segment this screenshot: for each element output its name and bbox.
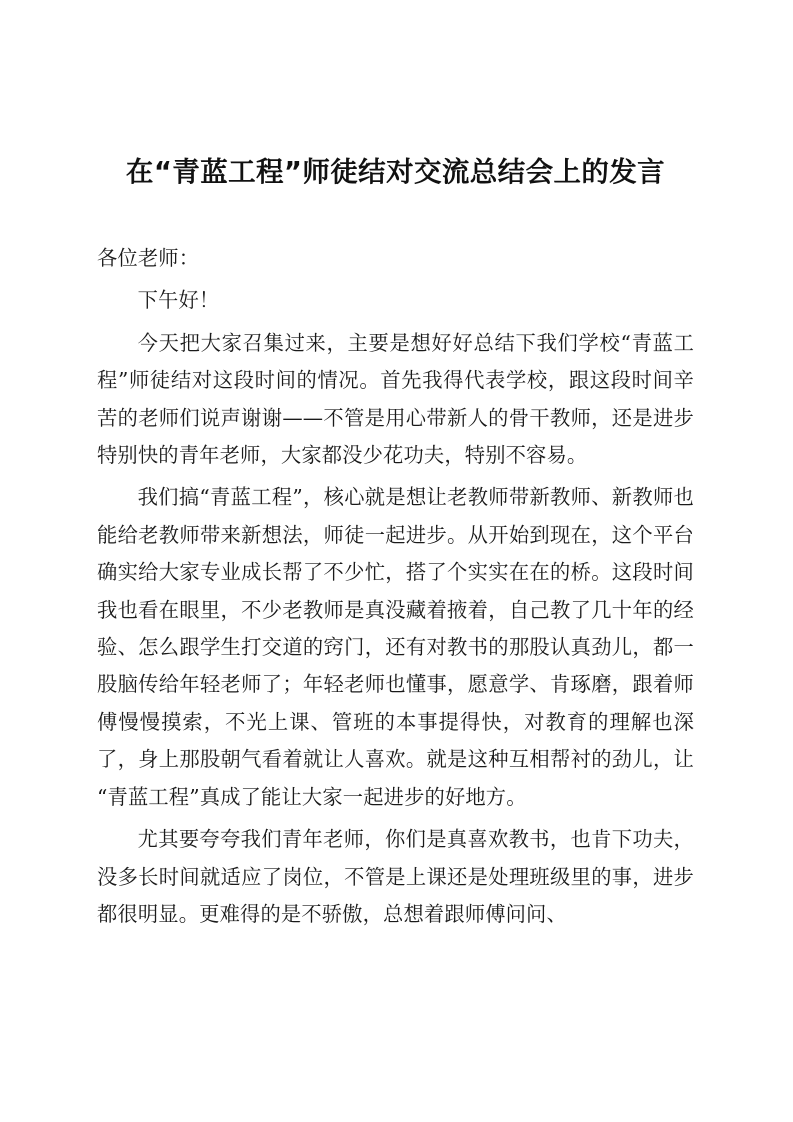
paragraph-body-1: 今天把大家召集过来，主要是想好好总结下我们学校“青蓝工程”师徒结对这段时间的情况。首先我得代表学校，跟这段时间辛苦的老师们说声谢谢——不管是用心带新人的骨干教师，还是进步特别快的青年老师，大家都没少花功夫，特别不容易。 [97, 330, 694, 468]
paragraph-salutation: 各位老师： [97, 246, 200, 270]
paragraph-greeting: 下午好！ [137, 288, 220, 313]
paragraph-body-2: 我们搞“青蓝工程”，核心就是想让老教师带新教师、新教师也能给老教师带来新想法，师徒一起进步。从开始到现在，这个平台确实给大家专业成长帮了不少忙，搭了个实实在在的桥。这段时间我也看在眼里，不少老教师是真没藏着掖着，自己教了几十年的经验、怎么跟学生打交道的窍门，还有对教书的那股认真劲儿，都一股脑传给年轻老师了；年轻老师也懂事，愿意学、肯琢磨，跟着师傅慢慢摸索，不光上课、管班的本事提得快，对教育的理解也深了，身上那股朝气看着就让人喜欢。就是这种互相帮衬的劲儿，让“青蓝工程”真成了能让大家一起进步的好地方。 [97, 485, 694, 809]
document-body [97, 240, 694, 938]
paragraph-body-3: 尤其要夸夸我们青年老师，你们是真喜欢教书，也肯下功夫，没多长时间就适应了岗位，不管是上课还是处理班级里的事，进步都很明显。更难得的是不骄傲，总想着跟师傅问问、 [97, 827, 694, 926]
page-title: 在“青蓝工程”师徒结对交流总结会上的发言 [125, 156, 666, 188]
